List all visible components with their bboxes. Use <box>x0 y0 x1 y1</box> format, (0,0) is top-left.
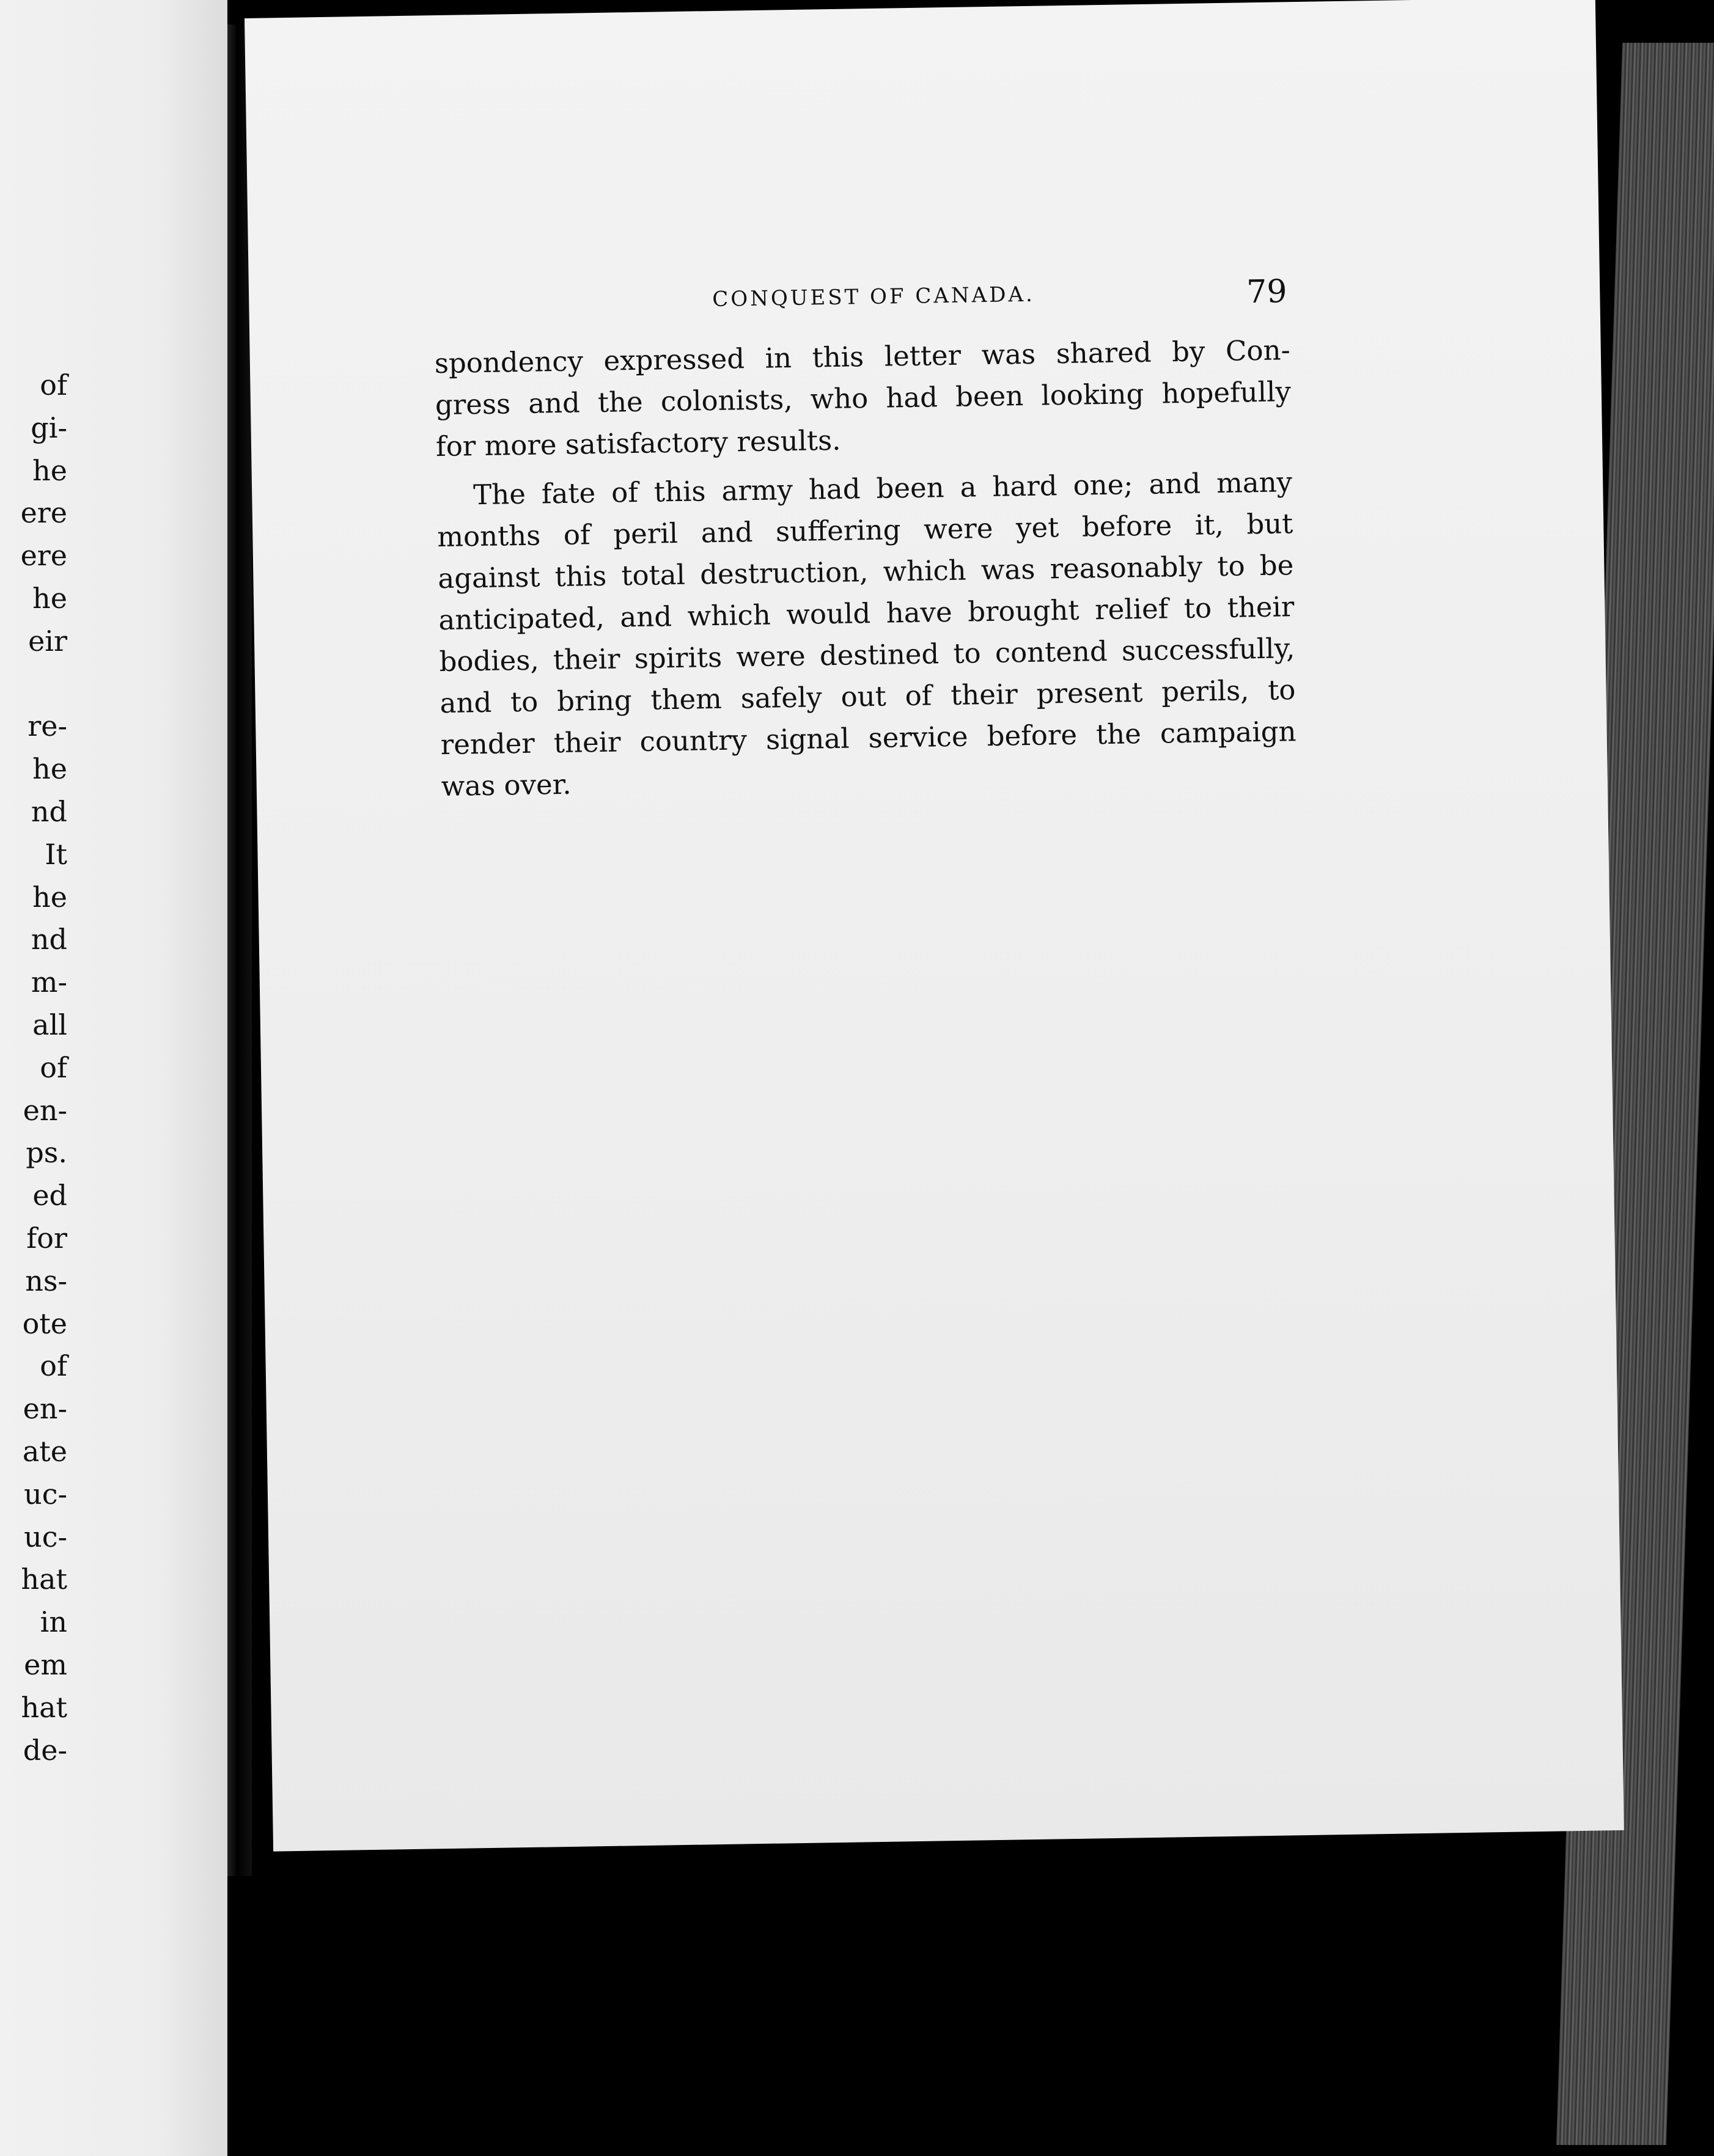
word: render <box>440 727 535 761</box>
word: before <box>1081 509 1172 543</box>
word: brought <box>967 593 1080 628</box>
word: fate <box>541 477 596 510</box>
previous-page-fragment-line: m- <box>31 966 67 999</box>
word: this <box>653 475 706 508</box>
word: which <box>687 598 771 632</box>
word: had <box>808 472 861 506</box>
word: was <box>981 337 1036 372</box>
word: their <box>950 678 1018 711</box>
word: safely <box>740 681 823 715</box>
text-line: for more satisfactory results. <box>435 424 841 463</box>
word: many <box>1216 466 1293 500</box>
previous-page-fragment-line: em <box>24 1648 67 1681</box>
word: them <box>650 682 723 716</box>
word: suffering <box>775 513 901 548</box>
word: and <box>701 516 753 549</box>
word: The <box>473 477 526 512</box>
previous-page-fragment-line: in <box>40 1605 67 1639</box>
previous-page-fragment-line: ps. <box>26 1136 67 1170</box>
word: their <box>1227 590 1295 624</box>
word: country <box>639 724 748 758</box>
word: campaign <box>1160 715 1297 750</box>
word: to <box>1267 673 1296 706</box>
previous-page-fragment-line: en- <box>23 1093 67 1127</box>
word: the <box>1095 717 1142 751</box>
word: anticipated, <box>438 601 605 637</box>
word: bodies, <box>439 644 540 678</box>
word: contend <box>995 634 1108 669</box>
word: to <box>510 685 539 719</box>
word: spirits <box>634 640 723 675</box>
word: a <box>960 471 977 504</box>
previous-page-fragment-line <box>0 663 67 706</box>
word: to <box>953 637 982 670</box>
book-gutter <box>227 24 252 1876</box>
word: been <box>955 380 1024 413</box>
word: colonists, <box>660 383 793 418</box>
word: be <box>1259 549 1294 582</box>
word: expressed <box>603 342 745 377</box>
word: were <box>735 639 806 673</box>
word: but <box>1246 507 1293 541</box>
previous-page-fragment-line: all <box>32 1008 67 1041</box>
word: spondency <box>434 345 584 380</box>
word: this <box>812 340 864 374</box>
word: and <box>1149 467 1201 501</box>
previous-page-fragment-line: gi- <box>31 411 67 444</box>
word: and <box>528 386 581 420</box>
running-head: CONQUEST OF CANADA. <box>712 282 1035 312</box>
previous-page-fragment-line: uc- <box>24 1477 67 1511</box>
text-line: was over. <box>441 768 572 803</box>
word: yet <box>1015 511 1059 544</box>
previous-page-fragment-line: for <box>26 1221 67 1255</box>
previous-page-fragment-line: he <box>32 581 67 615</box>
word: who <box>810 382 869 416</box>
word: bring <box>556 684 633 718</box>
previous-page-fragment-line: ere <box>20 496 67 530</box>
word: peril <box>612 516 679 551</box>
previous-page-fragment-line: en- <box>23 1392 67 1426</box>
word: hopefully <box>1161 375 1292 410</box>
word: of <box>905 679 932 713</box>
previous-page-fragment-line: hat <box>21 1563 67 1596</box>
previous-page-fragment <box>0 0 227 2156</box>
word: of <box>563 518 591 551</box>
word: of <box>611 475 639 509</box>
word: and <box>440 686 492 720</box>
previous-page-fragment-line: It <box>45 837 67 871</box>
word: service <box>868 720 968 755</box>
word: and <box>620 600 672 634</box>
word: destruction, <box>699 556 869 591</box>
previous-page-fragment-line: hat <box>21 1690 67 1724</box>
page-number: 79 <box>1246 273 1287 311</box>
previous-page-fragment-line: eir <box>28 624 67 658</box>
previous-page-fragment-line: ote <box>22 1307 67 1340</box>
body-text <box>434 329 1297 807</box>
word: relief <box>1094 592 1169 626</box>
word: would <box>785 597 871 631</box>
previous-page-fragment-line: nd <box>31 794 67 828</box>
previous-page-fragment-line: ate <box>22 1434 67 1468</box>
word: destined <box>819 637 940 672</box>
book-page <box>245 0 1624 1852</box>
word: one; <box>1073 468 1133 502</box>
word: had <box>885 381 938 414</box>
word: by <box>1171 335 1205 369</box>
word: out <box>840 680 887 713</box>
word: army <box>721 474 793 507</box>
word: months <box>436 519 541 554</box>
word: been <box>876 471 944 505</box>
word: letter <box>884 339 962 373</box>
word: looking <box>1040 377 1144 412</box>
previous-page-fragment-line: ed <box>32 1179 67 1212</box>
previous-page-line-endings <box>0 364 67 1772</box>
previous-page-fragment-line: nd <box>31 923 67 956</box>
word: to <box>1183 592 1212 625</box>
word: signal <box>765 722 850 756</box>
word: reasonably <box>1050 550 1203 585</box>
previous-page-fragment-line: de- <box>23 1733 67 1767</box>
word: were <box>923 512 993 546</box>
word: perils, <box>1161 674 1249 708</box>
previous-page-fragment-line: uc- <box>24 1520 67 1553</box>
word: total <box>621 558 686 592</box>
word: gress <box>435 387 511 422</box>
previous-page-fragment-line: he <box>32 453 67 487</box>
word: to <box>1216 549 1245 583</box>
word: their <box>553 725 621 760</box>
previous-page-fragment-line: of <box>40 1050 67 1084</box>
word: successfully, <box>1121 632 1295 667</box>
previous-page-fragment-line: re- <box>28 710 67 743</box>
previous-page-fragment-line: he <box>32 752 67 786</box>
word: their <box>553 642 620 676</box>
word: hard <box>992 469 1057 503</box>
word: in <box>765 342 792 375</box>
word: against <box>438 560 540 595</box>
word: it, <box>1194 508 1224 541</box>
previous-page-fragment-line: ns- <box>25 1264 67 1297</box>
word: Con- <box>1225 334 1291 367</box>
word: have <box>886 595 953 629</box>
previous-page-fragment-line: of <box>40 1349 67 1383</box>
previous-page-fragment-line: ere <box>20 539 67 573</box>
word: the <box>597 385 644 419</box>
word: present <box>1036 676 1143 710</box>
previous-page-fragment-line: of <box>40 369 67 402</box>
word: shared <box>1056 336 1152 370</box>
word: was <box>980 552 1035 587</box>
word: this <box>554 559 607 593</box>
previous-page-fragment-line: he <box>32 880 67 914</box>
word: which <box>883 554 967 588</box>
word: before <box>987 718 1078 753</box>
